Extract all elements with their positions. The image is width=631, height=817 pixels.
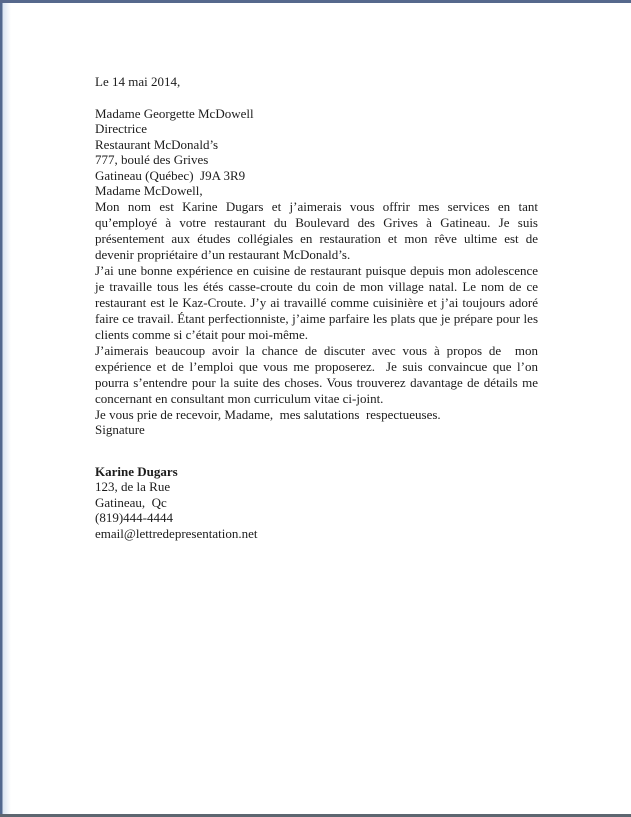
letter-content [0, 3, 631, 814]
body-paragraph-1: Mon nom est Karine Dugars et j’aimerais vous offrir mes services en tant qu’employé à votre restaurant du Boulevard des Grives à Gatineau. Je suis présentement aux études collégiales en restauration et mon rêve ultime est de devenir propriétaire d’un restaurant McDonald’s. [95, 198, 538, 262]
body-paragraph-3: J’aimerais beaucoup avoir la chance de discuter avec vous à propos de mon expérience et de l’emploi que vous me proposerez. Je suis convaincue que l’on pourra s’entendre pour la suite des choses. Vous trouverez davantage de détails me concernant en consultant mon curriculum vitae ci-joint. [95, 342, 538, 406]
recipient-street: 777, boulé des Grives [95, 152, 209, 167]
sender-email: email@lettredepresentation.net [95, 525, 258, 541]
salutation-line: Madame McDowell, [95, 183, 203, 198]
recipient-title: Directrice [95, 121, 147, 136]
sender-block [95, 464, 538, 526]
sender-address: 123, de la Rue [95, 479, 171, 494]
letter-date: Le 14 mai 2014, [95, 74, 181, 89]
sender-phone: (819)444-4444 [95, 510, 173, 525]
recipient-city: Gatineau (Québec) J9A 3R9 [95, 167, 246, 183]
closing-line: Je vous prie de recevoir, Madame, mes salutations respectueuses. [95, 406, 441, 422]
signature-label: Signature [95, 422, 145, 437]
sender-city: Gatineau, Qc [95, 494, 167, 510]
recipient-company: Restaurant McDonald’s [95, 136, 219, 152]
recipient-name: Madame Georgette McDowell [95, 105, 254, 121]
sender-name: Karine Dugars [95, 463, 178, 479]
body-paragraph-2: J’ai une bonne expérience en cuisine de restaurant puisque depuis mon adolescence je travaille tous les étés casse-croute du coin de mon village natal. Le nom de ce restaurant est le Kaz-Croute. J’y ai travaillé comme cuisinière et j’ai toujours adoré faire ce travail. Étant perfectionniste, j’aime parfaire les plats que je prépare pour les clients comme si c’était pour moi-même. [95, 262, 538, 342]
recipient-block [95, 106, 538, 184]
